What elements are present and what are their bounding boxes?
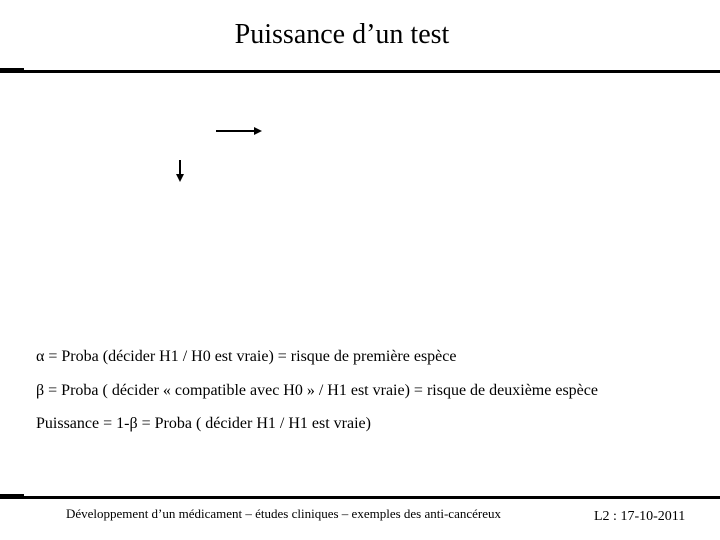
bottom-divider [0, 496, 720, 499]
footer-course-title: Développement d’un médicament – études cliniques – exemples des anti-cancéreux [66, 506, 501, 521]
footer-date: L2 : 17-10-2011 [594, 509, 686, 524]
right-arrow-icon [216, 124, 264, 138]
top-divider [0, 70, 720, 73]
beta-definition: β = Proba ( décider « compatible avec H0 » / H1 est vraie) = risque de deuxième espèce [36, 382, 598, 399]
alpha-definition: α = Proba (décider H1 / H0 est vraie) = risque de première espèce [36, 348, 457, 365]
slide-title: Puissance d’un test [234, 19, 450, 50]
power-definition: Puissance = 1-β = Proba ( décider H1 / H1 est vraie) [36, 415, 371, 432]
down-arrow-icon [173, 160, 187, 184]
